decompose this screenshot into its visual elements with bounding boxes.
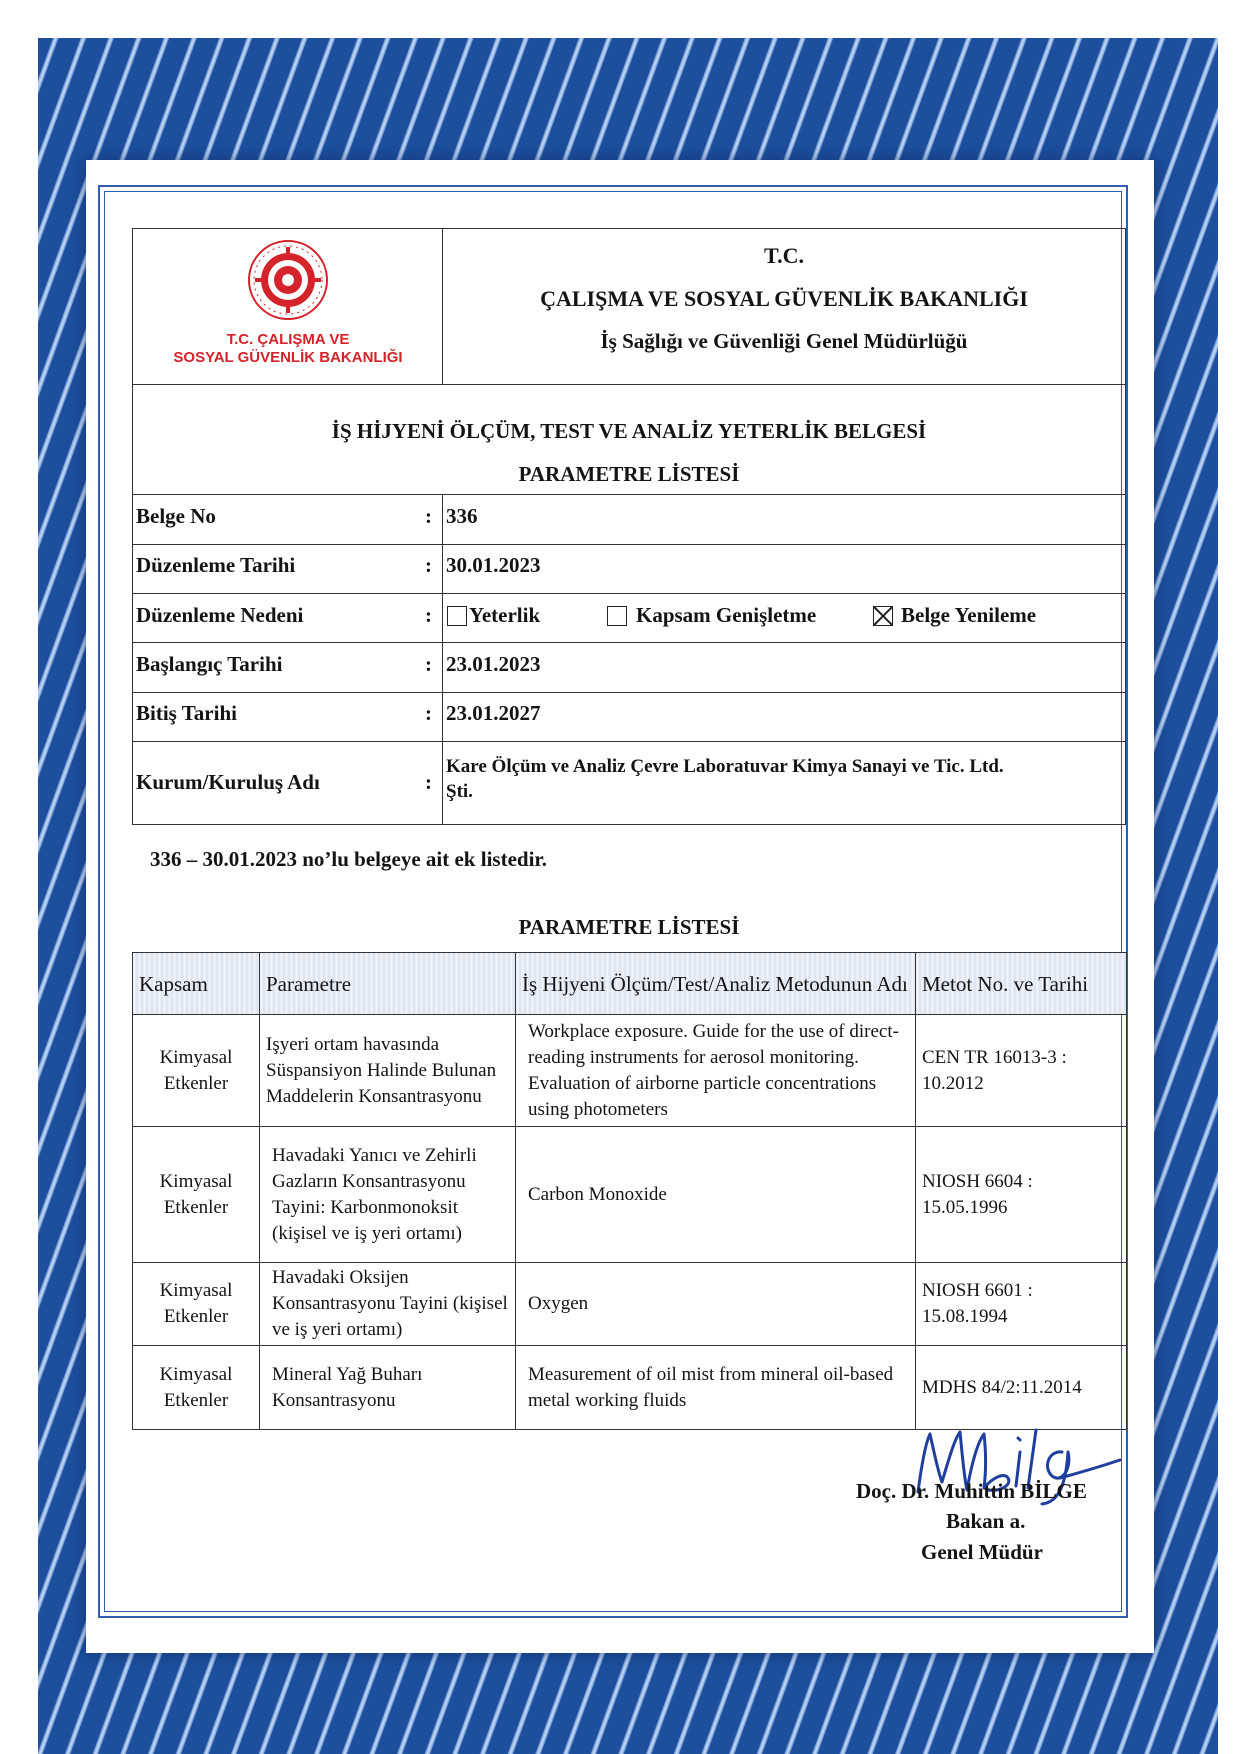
bitis-tarihi-label: Bitiş Tarihi	[136, 701, 237, 725]
cell-metot-no: NIOSH 6604 : 15.05.1996	[916, 1127, 1127, 1263]
kurum-value-line2: Şti.	[446, 781, 473, 802]
belge-no-value: 336	[446, 504, 478, 528]
signatory-title1: Bakan a.	[946, 1509, 1026, 1533]
colon: :	[425, 770, 432, 794]
cell-parametre: Işyeri ortam havasında Süspansiyon Halinde Bulunan Maddelerin Konsantrasyonu	[260, 1015, 516, 1127]
cell-metot-no: NIOSH 6601 : 15.08.1994	[916, 1263, 1127, 1346]
certificate-header-box	[132, 228, 1126, 825]
table-row	[133, 1346, 1127, 1430]
column-header-parametre: Parametre	[260, 953, 516, 1015]
cell-parametre: Havadaki Oksijen Konsantrasyonu Tayini (kişisel ve iş yeri ortamı)	[260, 1263, 516, 1346]
signatory-name: Doç. Dr. Muhittin BİLGE	[856, 1479, 1087, 1503]
ministry-name: ÇALIŞMA VE SOSYAL GÜVENLİK BAKANLIĞI	[540, 286, 1028, 311]
colon: :	[425, 553, 432, 577]
table-row	[133, 1263, 1127, 1346]
colon: :	[425, 652, 432, 676]
colon: :	[425, 701, 432, 725]
cell-metot-no: CEN TR 16013-3 : 10.2012	[916, 1015, 1127, 1127]
table-row	[133, 1015, 1127, 1127]
belge-yenileme-checkbox[interactable]	[873, 606, 893, 626]
parameter-list-title: PARAMETRE LİSTESİ	[518, 915, 740, 939]
ministry-emblem-icon	[247, 239, 329, 321]
annex-note: 336 – 30.01.2023 no’lu belgeye ait ek listedir.	[150, 847, 548, 871]
column-divider	[442, 494, 443, 825]
yeterlik-label: Yeterlik	[469, 603, 541, 627]
signatory-title2: Genel Müdür	[921, 1540, 1043, 1564]
divider	[133, 642, 1125, 643]
colon: :	[425, 504, 432, 528]
cell-parametre: Mineral Yağ Buharı Konsantrasyonu	[260, 1346, 516, 1430]
kurum-label: Kurum/Kuruluş Adı	[136, 770, 320, 794]
bitis-tarihi-value: 23.01.2027	[446, 701, 541, 725]
duzenleme-tarihi-label: Düzenleme Tarihi	[136, 553, 296, 577]
baslangic-tarihi-value: 23.01.2023	[446, 652, 541, 676]
cell-kapsam: Kimyasal Etkenler	[133, 1127, 260, 1263]
logo-text-line2: SOSYAL GÜVENLİK BAKANLIĞI	[173, 349, 403, 366]
cell-metod: Workplace exposure. Guide for the use of direct-reading instruments for aerosol monitoring. Evaluation of airborne particle concentrations using photometers	[516, 1015, 916, 1127]
divider	[133, 494, 1125, 495]
logo-text-line1: T.C. ÇALIŞMA VE	[226, 331, 350, 348]
logo-cell	[133, 229, 443, 384]
cell-parametre: Havadaki Yanıcı ve Zehirli Gazların Konsantrasyonu Tayini: Karbonmonoksit (kişisel ve iş yeri ortamı)	[260, 1127, 516, 1263]
duzenleme-nedeni-label: Düzenleme Nedeni	[136, 603, 304, 627]
column-header-kapsam: Kapsam	[133, 953, 260, 1015]
certificate-subtitle: PARAMETRE LİSTESİ	[518, 462, 740, 486]
kapsam-genisletme-checkbox[interactable]	[607, 606, 627, 626]
ministry-tc: T.C.	[764, 243, 804, 268]
cell-metod: Oxygen	[516, 1263, 916, 1346]
table-header-row	[133, 953, 1127, 1015]
cell-metod: Carbon Monoxide	[516, 1127, 916, 1263]
cell-kapsam: Kimyasal Etkenler	[133, 1263, 260, 1346]
yeterlik-checkbox[interactable]	[447, 606, 467, 626]
cell-metot-no: MDHS 84/2:11.2014	[916, 1346, 1127, 1430]
cell-kapsam: Kimyasal Etkenler	[133, 1346, 260, 1430]
directorate-name: İş Sağlığı ve Güvenliği Genel Müdürlüğü	[600, 329, 968, 353]
divider	[133, 384, 1125, 385]
divider	[133, 692, 1125, 693]
column-header-metot-no: Metot No. ve Tarihi	[916, 953, 1127, 1015]
table-row	[133, 1127, 1127, 1263]
colon: :	[425, 603, 432, 627]
divider	[133, 544, 1125, 545]
certificate-title: İŞ HİJYENİ ÖLÇÜM, TEST VE ANALİZ YETERLİK BELGESİ	[331, 419, 927, 443]
parameter-table	[132, 952, 1127, 1430]
belge-no-label: Belge No	[136, 504, 216, 528]
divider	[133, 593, 1125, 594]
belge-yenileme-label: Belge Yenileme	[901, 603, 1037, 627]
duzenleme-tarihi-value: 30.01.2023	[446, 553, 541, 577]
kurum-value-line1: Kare Ölçüm ve Analiz Çevre Laboratuvar Kimya Sanayi ve Tic. Ltd.	[446, 756, 1004, 777]
cell-kapsam: Kimyasal Etkenler	[133, 1015, 260, 1127]
divider	[133, 741, 1125, 742]
kapsam-genisletme-label: Kapsam Genişletme	[636, 603, 817, 627]
baslangic-tarihi-label: Başlangıç Tarihi	[136, 652, 283, 676]
column-header-metod: İş Hijyeni Ölçüm/Test/Analiz Metodunun Adı	[516, 953, 916, 1015]
cell-metod: Measurement of oil mist from mineral oil-based metal working fluids	[516, 1346, 916, 1430]
